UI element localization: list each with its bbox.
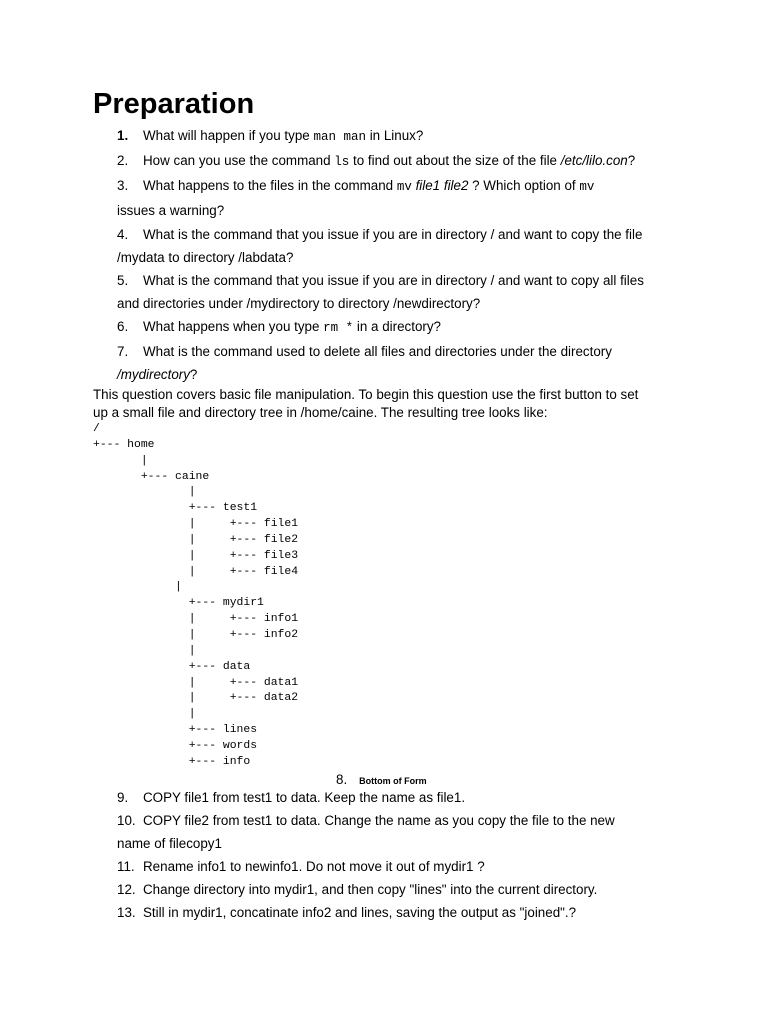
question-number: 3. (117, 178, 129, 193)
tree-line: | (93, 708, 196, 721)
italic-text: /mydirectory (117, 367, 190, 382)
tree-line: | +--- file1 (93, 518, 299, 531)
text-segment: ? (627, 153, 636, 168)
tree-line: | (93, 486, 196, 499)
italic-text: file1 file2 (411, 178, 469, 193)
intro-line: up a small file and directory tree in /home/caine. The resulting tree looks like: (93, 405, 548, 420)
task-number: 10. (117, 813, 136, 828)
text-segment: in Linux? (365, 128, 424, 143)
question-number: 5. (117, 273, 129, 288)
question-item (117, 226, 642, 244)
question-number: 7. (117, 344, 129, 359)
question-item (117, 318, 441, 337)
question-number: 2. (117, 153, 129, 168)
task-number: 11. (117, 859, 135, 874)
tree-line: / (93, 423, 100, 435)
tree-line: +--- caine (93, 470, 210, 483)
tree-line: | +--- info1 (93, 613, 299, 626)
tree-line: | +--- data2 (93, 692, 299, 705)
tree-line: | (93, 454, 148, 467)
text-segment: What will happen if you type (143, 128, 314, 143)
intro-paragraph (93, 386, 638, 422)
question-item (117, 177, 594, 196)
text-segment: How can you use the command (143, 153, 335, 168)
tree-line: +--- lines (93, 724, 258, 737)
bottom-of-form-marker (336, 771, 427, 790)
question-continuation (117, 202, 224, 220)
task-item (117, 904, 576, 922)
question-item (117, 152, 635, 171)
task-number: 13. (117, 905, 136, 920)
command-text: man man (313, 130, 366, 144)
text-segment: What is the command used to delete all files and directories under the directory (143, 344, 612, 359)
task-number: 9. (117, 790, 129, 805)
text-segment: and directories under /mydirectory to directory /newdirectory? (117, 296, 481, 311)
text-segment: What happens when you type (143, 319, 324, 334)
question-item (117, 343, 612, 361)
task-text: Change directory into mydir1, and then copy "lines" into the current directory. (143, 882, 598, 897)
question-item (117, 127, 423, 146)
tree-line: +--- mydir1 (93, 597, 264, 610)
task-item (117, 812, 615, 830)
task-number: 12. (117, 882, 136, 897)
text-segment: What is the command that you issue if you are in directory / and want to copy the file (143, 227, 643, 242)
question-continuation (117, 366, 197, 384)
question-number: 6. (117, 319, 129, 334)
command-text: mv (396, 180, 412, 194)
marker-number: 8. (336, 772, 348, 787)
tree-line: +--- home (93, 438, 155, 451)
tree-line: | +--- info2 (93, 628, 299, 641)
tree-line: | +--- file4 (93, 565, 299, 578)
tree-line: +--- words (93, 739, 258, 752)
tree-line: +--- test1 (93, 502, 258, 515)
directory-tree (93, 422, 298, 771)
task-item (117, 858, 485, 876)
task-item (117, 881, 597, 899)
tree-line: | +--- file2 (93, 533, 299, 546)
command-text: mv (579, 180, 595, 194)
page-title: Preparation (93, 88, 255, 120)
task-text: COPY file2 from test1 to data. Change the name as you copy the file to the new (143, 813, 615, 828)
tree-line: +--- data (93, 660, 251, 673)
task-text: name of filecopy1 (117, 836, 222, 851)
text-segment: What is the command that you issue if you are in directory / and want to copy all files (143, 273, 644, 288)
task-text: Rename info1 to newinfo1. Do not move it out of mydir1 ? (143, 859, 485, 874)
italic-text: /etc/lilo.con (560, 153, 628, 168)
bottom-of-form-label: Bottom of Form (359, 776, 427, 786)
question-number: 1. (117, 128, 129, 143)
tree-line: | (93, 644, 196, 657)
question-item (117, 272, 644, 290)
tree-line: +--- info (93, 755, 251, 768)
command-text: ls (334, 155, 350, 169)
text-segment: ? Which option of (468, 178, 580, 193)
tree-line: | +--- data1 (93, 676, 299, 689)
question-number: 4. (117, 227, 129, 242)
text-segment: What happens to the files in the command (143, 178, 397, 193)
question-continuation (117, 249, 293, 267)
tree-line: | (93, 581, 182, 594)
text-segment: to find out about the size of the file (349, 153, 561, 168)
task-item (117, 789, 465, 807)
tree-line: | +--- file3 (93, 549, 299, 562)
command-text: rm * (323, 321, 354, 335)
text-segment: in a directory? (353, 319, 441, 334)
text-segment: /mydata to directory /labdata? (117, 250, 294, 265)
task-continuation (117, 835, 222, 853)
task-text: COPY file1 from test1 to data. Keep the name as file1. (143, 790, 466, 805)
text-segment: ? (189, 367, 198, 382)
question-continuation (117, 295, 480, 313)
task-text: Still in mydir1, concatinate info2 and lines, saving the output as "joined".? (143, 905, 577, 920)
intro-line: This question covers basic file manipulation. To begin this question use the first button to set (93, 387, 639, 402)
text-segment: issues a warning? (117, 203, 225, 218)
